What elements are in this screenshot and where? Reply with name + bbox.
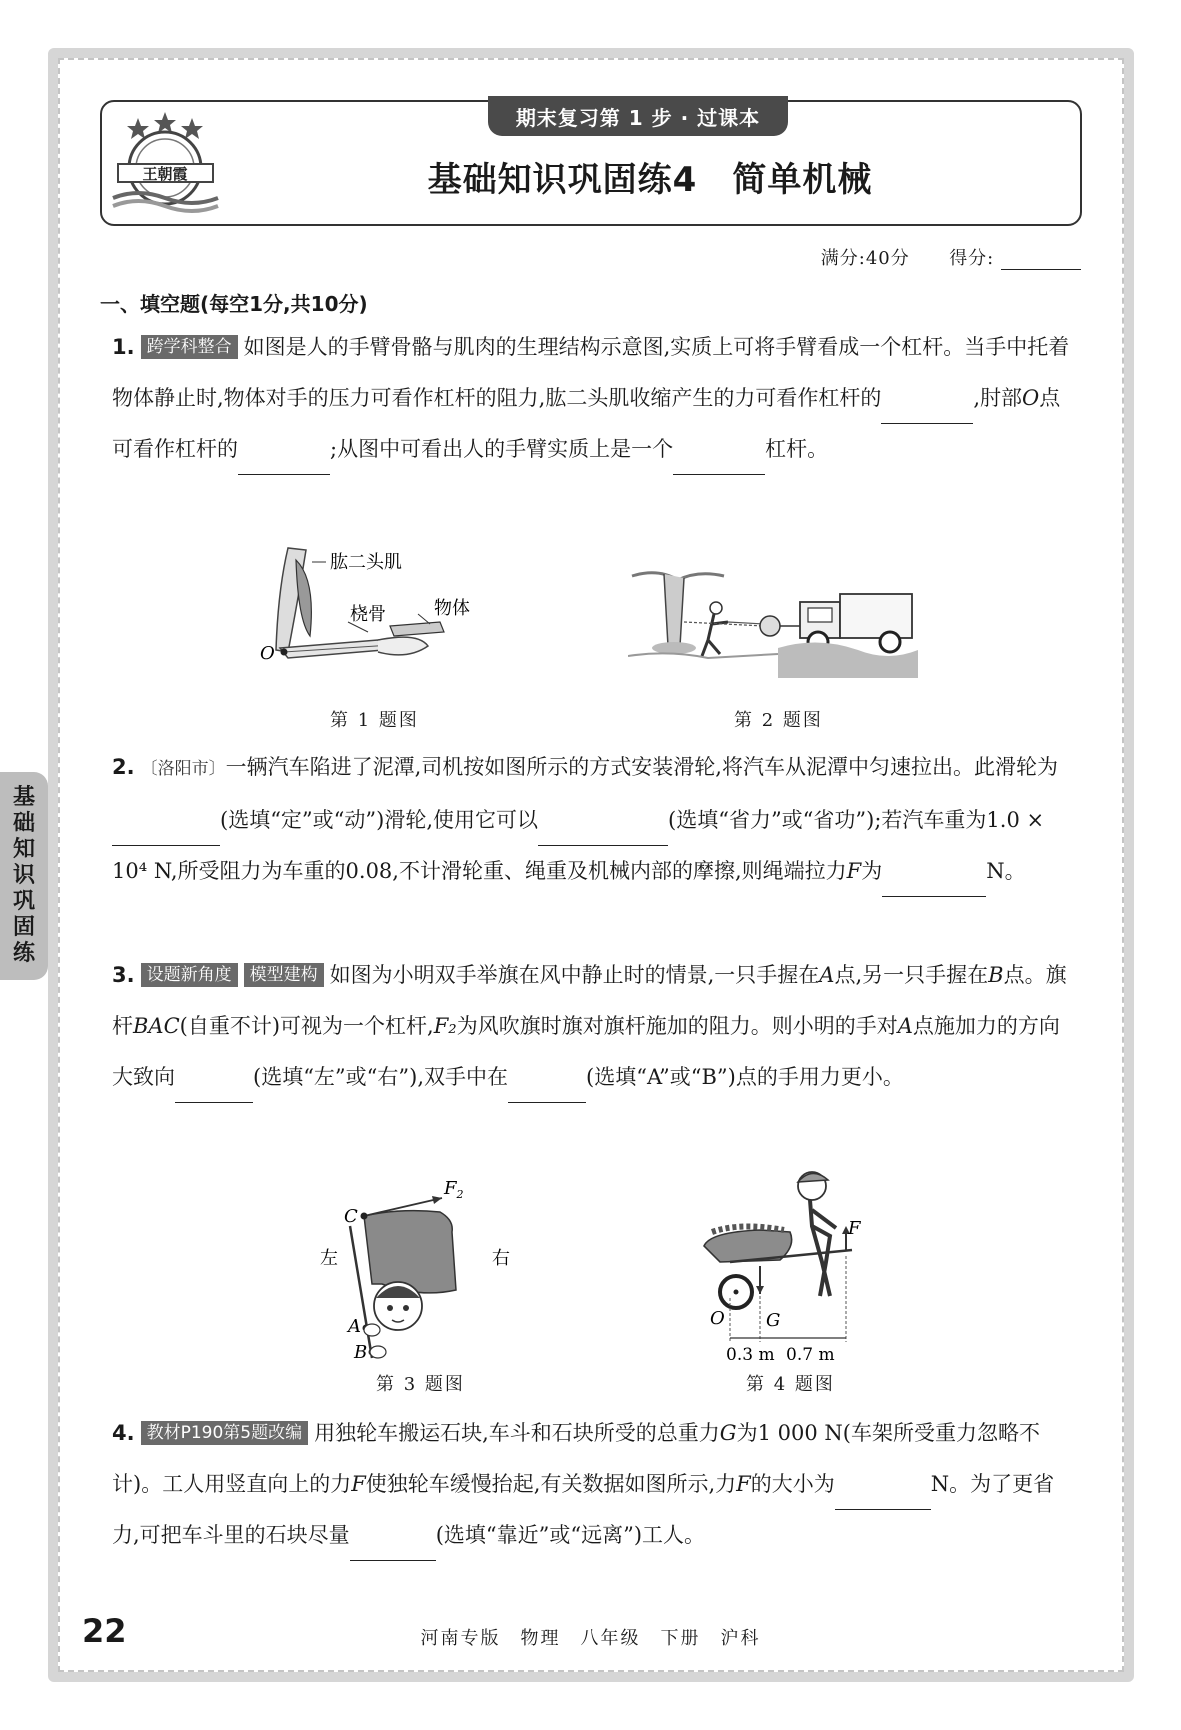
right-label: 右 <box>492 1248 510 1269</box>
question-tag: 教材P190第5题改编 <box>141 1421 309 1445</box>
footer-text: 河南专版 物理 八年级 下册 沪科 <box>420 1628 761 1649</box>
side-tab-char: 练 <box>12 941 35 966</box>
figure-2-caption: 第 2 题图 <box>734 710 823 731</box>
question-number: 1. <box>112 335 135 359</box>
question-text: 点。旗杆 <box>112 963 1067 1038</box>
question-text: 用独轮车搬运石块,车斗和石块所受的总重力 <box>314 1421 720 1445</box>
arm-figure <box>258 540 518 670</box>
question-tag: 设题新角度 <box>141 963 238 987</box>
question-number: 4. <box>112 1421 135 1445</box>
question-number: 3. <box>112 963 135 987</box>
weight-value: 1.0 × 10⁴ N <box>112 808 1045 883</box>
question-4 <box>112 1408 1080 1561</box>
side-tab-char: 基 <box>12 785 35 810</box>
score-blank[interactable] <box>1001 251 1081 270</box>
question-tag: 跨学科整合 <box>141 335 238 359</box>
svg-text:王朝霞: 王朝霞 <box>142 165 188 183</box>
side-tab-char: 巩 <box>12 889 35 914</box>
question-text: (自重不计)可视为一个杠杆, <box>179 1014 434 1038</box>
question-text: 如图是人的手臂骨骼与肌肉的生理结构示意图,实质上可将手臂看成一个杠杆。当手中托着物体静止时,物体对手的压力可看作杠杆的阻力,肱二头肌收缩产生的力可看作杠杆的 <box>112 335 1070 410</box>
question-1 <box>112 322 1080 475</box>
section-title: 一、填空题(每空1分,共10分) <box>100 292 368 316</box>
muscle-label: 肱二头肌 <box>330 552 402 573</box>
distance-2-label: 0.7 m <box>786 1345 835 1362</box>
point-c-label: C <box>344 1206 358 1227</box>
question-text: 点,另一只手握在 <box>834 963 989 987</box>
question-3 <box>112 950 1080 1103</box>
question-text: 杠杆。 <box>765 437 829 461</box>
side-tab-char: 识 <box>12 863 35 888</box>
step-tab: 期末复习第 1 步 · 过课本 <box>488 96 788 136</box>
gravity-g-label: G <box>766 1310 781 1331</box>
section-side-tab <box>0 772 48 980</box>
page-title: 基础知识巩固练4 简单机械 <box>427 160 873 200</box>
question-text: N。为了更省力,可把车斗里的石块尽量 <box>112 1472 1055 1547</box>
publisher-logo <box>108 106 223 216</box>
lever-label: BAC <box>133 1014 180 1038</box>
side-tab-char: 固 <box>12 915 35 940</box>
question-text: 一辆汽车陷进了泥潭,司机按如图所示的方式安装滑轮,将汽车从泥潭中匀速拉出。此滑轮为 <box>225 755 1058 779</box>
point-label: O <box>1022 386 1040 410</box>
question-number: 2. <box>112 755 135 779</box>
pivot-label: O <box>260 643 275 664</box>
answer-blank[interactable] <box>238 452 330 475</box>
force-f2-label: $F_2$ <box>444 1180 464 1201</box>
question-text: 如图为小明双手举旗在风中静止时的情景,一只手握在 <box>329 963 820 987</box>
question-text: 点施加力的方向大致向 <box>112 1014 1060 1089</box>
figure-4-caption: 第 4 题图 <box>746 1374 835 1395</box>
force-symbol: F <box>351 1472 366 1496</box>
question-tag: 模型建构 <box>244 963 324 987</box>
answer-blank[interactable] <box>175 1080 253 1103</box>
force-symbol: F <box>846 859 862 883</box>
gravity-symbol: G <box>719 1421 737 1445</box>
left-label: 左 <box>320 1248 338 1269</box>
object-label: 物体 <box>434 598 470 619</box>
bone-label: 桡骨 <box>350 604 386 625</box>
question-source: 〔洛阳市〕 <box>140 759 226 779</box>
force-symbol: F <box>736 1472 751 1496</box>
question-text: 点可看作杠杆的 <box>112 386 1061 461</box>
flag-figure <box>320 1180 520 1360</box>
question-text: 使独轮车缓慢抬起,有关数据如图所示,力 <box>365 1472 737 1496</box>
question-text: ,所受阻力为车重的0.08,不计滑轮重、绳重及机械内部的摩擦,则绳端拉力 <box>170 859 847 883</box>
answer-blank[interactable] <box>508 1080 586 1103</box>
full-score: 满分:40分 <box>820 248 910 269</box>
question-text: ;从图中可看出人的手臂实质上是一个 <box>330 437 674 461</box>
distance-1-label: 0.3 m <box>726 1345 775 1362</box>
score-label: 得分: <box>949 248 995 269</box>
wheelbarrow-figure <box>700 1166 890 1362</box>
force-symbol: F₂ <box>433 1014 457 1038</box>
side-tab-char: 知 <box>12 837 35 862</box>
figure-1-caption: 第 1 题图 <box>330 710 419 731</box>
question-text: (选填“定”或“动”)滑轮,使用它可以 <box>220 808 539 832</box>
page-number: 22 <box>82 1612 127 1650</box>
point-b-label: B <box>354 1342 368 1360</box>
question-text: 的大小为 <box>750 1472 835 1496</box>
question-text: N。 <box>986 859 1026 883</box>
score-line <box>821 244 1081 270</box>
answer-blank[interactable] <box>350 1538 436 1561</box>
question-text: (选填“靠近”或“远离”)工人。 <box>435 1523 706 1547</box>
point-a-label: A <box>348 1316 361 1337</box>
answer-blank[interactable] <box>538 823 668 846</box>
truck-pulley-figure <box>628 566 918 678</box>
point-label: A <box>819 963 835 987</box>
answer-blank[interactable] <box>673 452 765 475</box>
question-2 <box>112 742 1080 897</box>
figure-3-caption: 第 3 题图 <box>376 1374 465 1395</box>
point-label: A <box>897 1014 913 1038</box>
question-text: (选填“省力”或“省功”);若汽车重为 <box>668 808 987 832</box>
question-text: 为 <box>861 859 883 883</box>
answer-blank[interactable] <box>881 401 973 424</box>
question-text: 为1 000 N(车架所受重力忽略不计)。工人用竖直向上的力 <box>112 1421 1040 1496</box>
pivot-o-label: O <box>710 1308 725 1329</box>
question-text: 为风吹旗时旗对旗杆施加的阻力。则小明的手对 <box>456 1014 898 1038</box>
answer-blank[interactable] <box>112 823 220 846</box>
question-text: (选填“A”或“B”)点的手用力更小。 <box>586 1065 904 1089</box>
answer-blank[interactable] <box>835 1487 931 1510</box>
force-f-label: F <box>848 1218 861 1239</box>
side-tab-char: 础 <box>12 811 35 836</box>
answer-blank[interactable] <box>882 874 986 897</box>
point-label: B <box>988 963 1004 987</box>
question-text: ,肘部 <box>973 386 1023 410</box>
question-text: (选填“左”或“右”),双手中在 <box>253 1065 509 1089</box>
